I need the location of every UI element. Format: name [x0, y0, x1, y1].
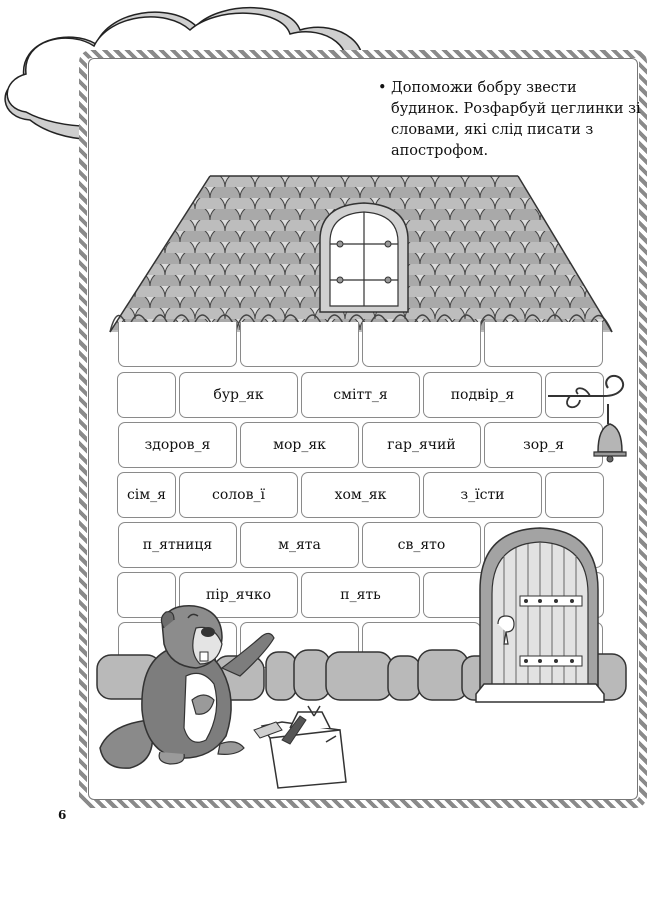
word-brick[interactable]: п_ятниця — [118, 522, 237, 568]
door-icon — [476, 528, 604, 702]
word-brick[interactable]: бур_як — [179, 372, 298, 418]
word-brick[interactable]: здоров_я — [118, 422, 237, 468]
word-brick[interactable]: пір_ячко — [179, 572, 298, 618]
word-brick[interactable]: зор_я — [484, 422, 603, 468]
task-text: Допоможи бобру звести будинок. Розфарбуй цеглинки зі словами, які слід писати з апострофом. — [391, 80, 641, 159]
bullet: • — [378, 80, 387, 96]
word-brick[interactable]: з_їсти — [423, 472, 542, 518]
word-brick[interactable]: смітт_я — [301, 372, 420, 418]
word-brick[interactable]: подвір_я — [423, 372, 542, 418]
word-brick[interactable]: св_ято — [362, 522, 481, 568]
word-brick[interactable]: м_ята — [240, 522, 359, 568]
word-brick[interactable]: мор_як — [240, 422, 359, 468]
word-brick[interactable]: п_ять — [301, 572, 420, 618]
word-brick[interactable]: хом_як — [301, 472, 420, 518]
word-brick[interactable]: гар_ячий — [362, 422, 481, 468]
bell-icon — [548, 376, 626, 462]
toolbox-icon — [254, 706, 346, 788]
page-number: 6 — [58, 808, 67, 822]
word-brick[interactable]: сім_я — [117, 472, 176, 518]
word-brick[interactable]: солов_ї — [179, 472, 298, 518]
